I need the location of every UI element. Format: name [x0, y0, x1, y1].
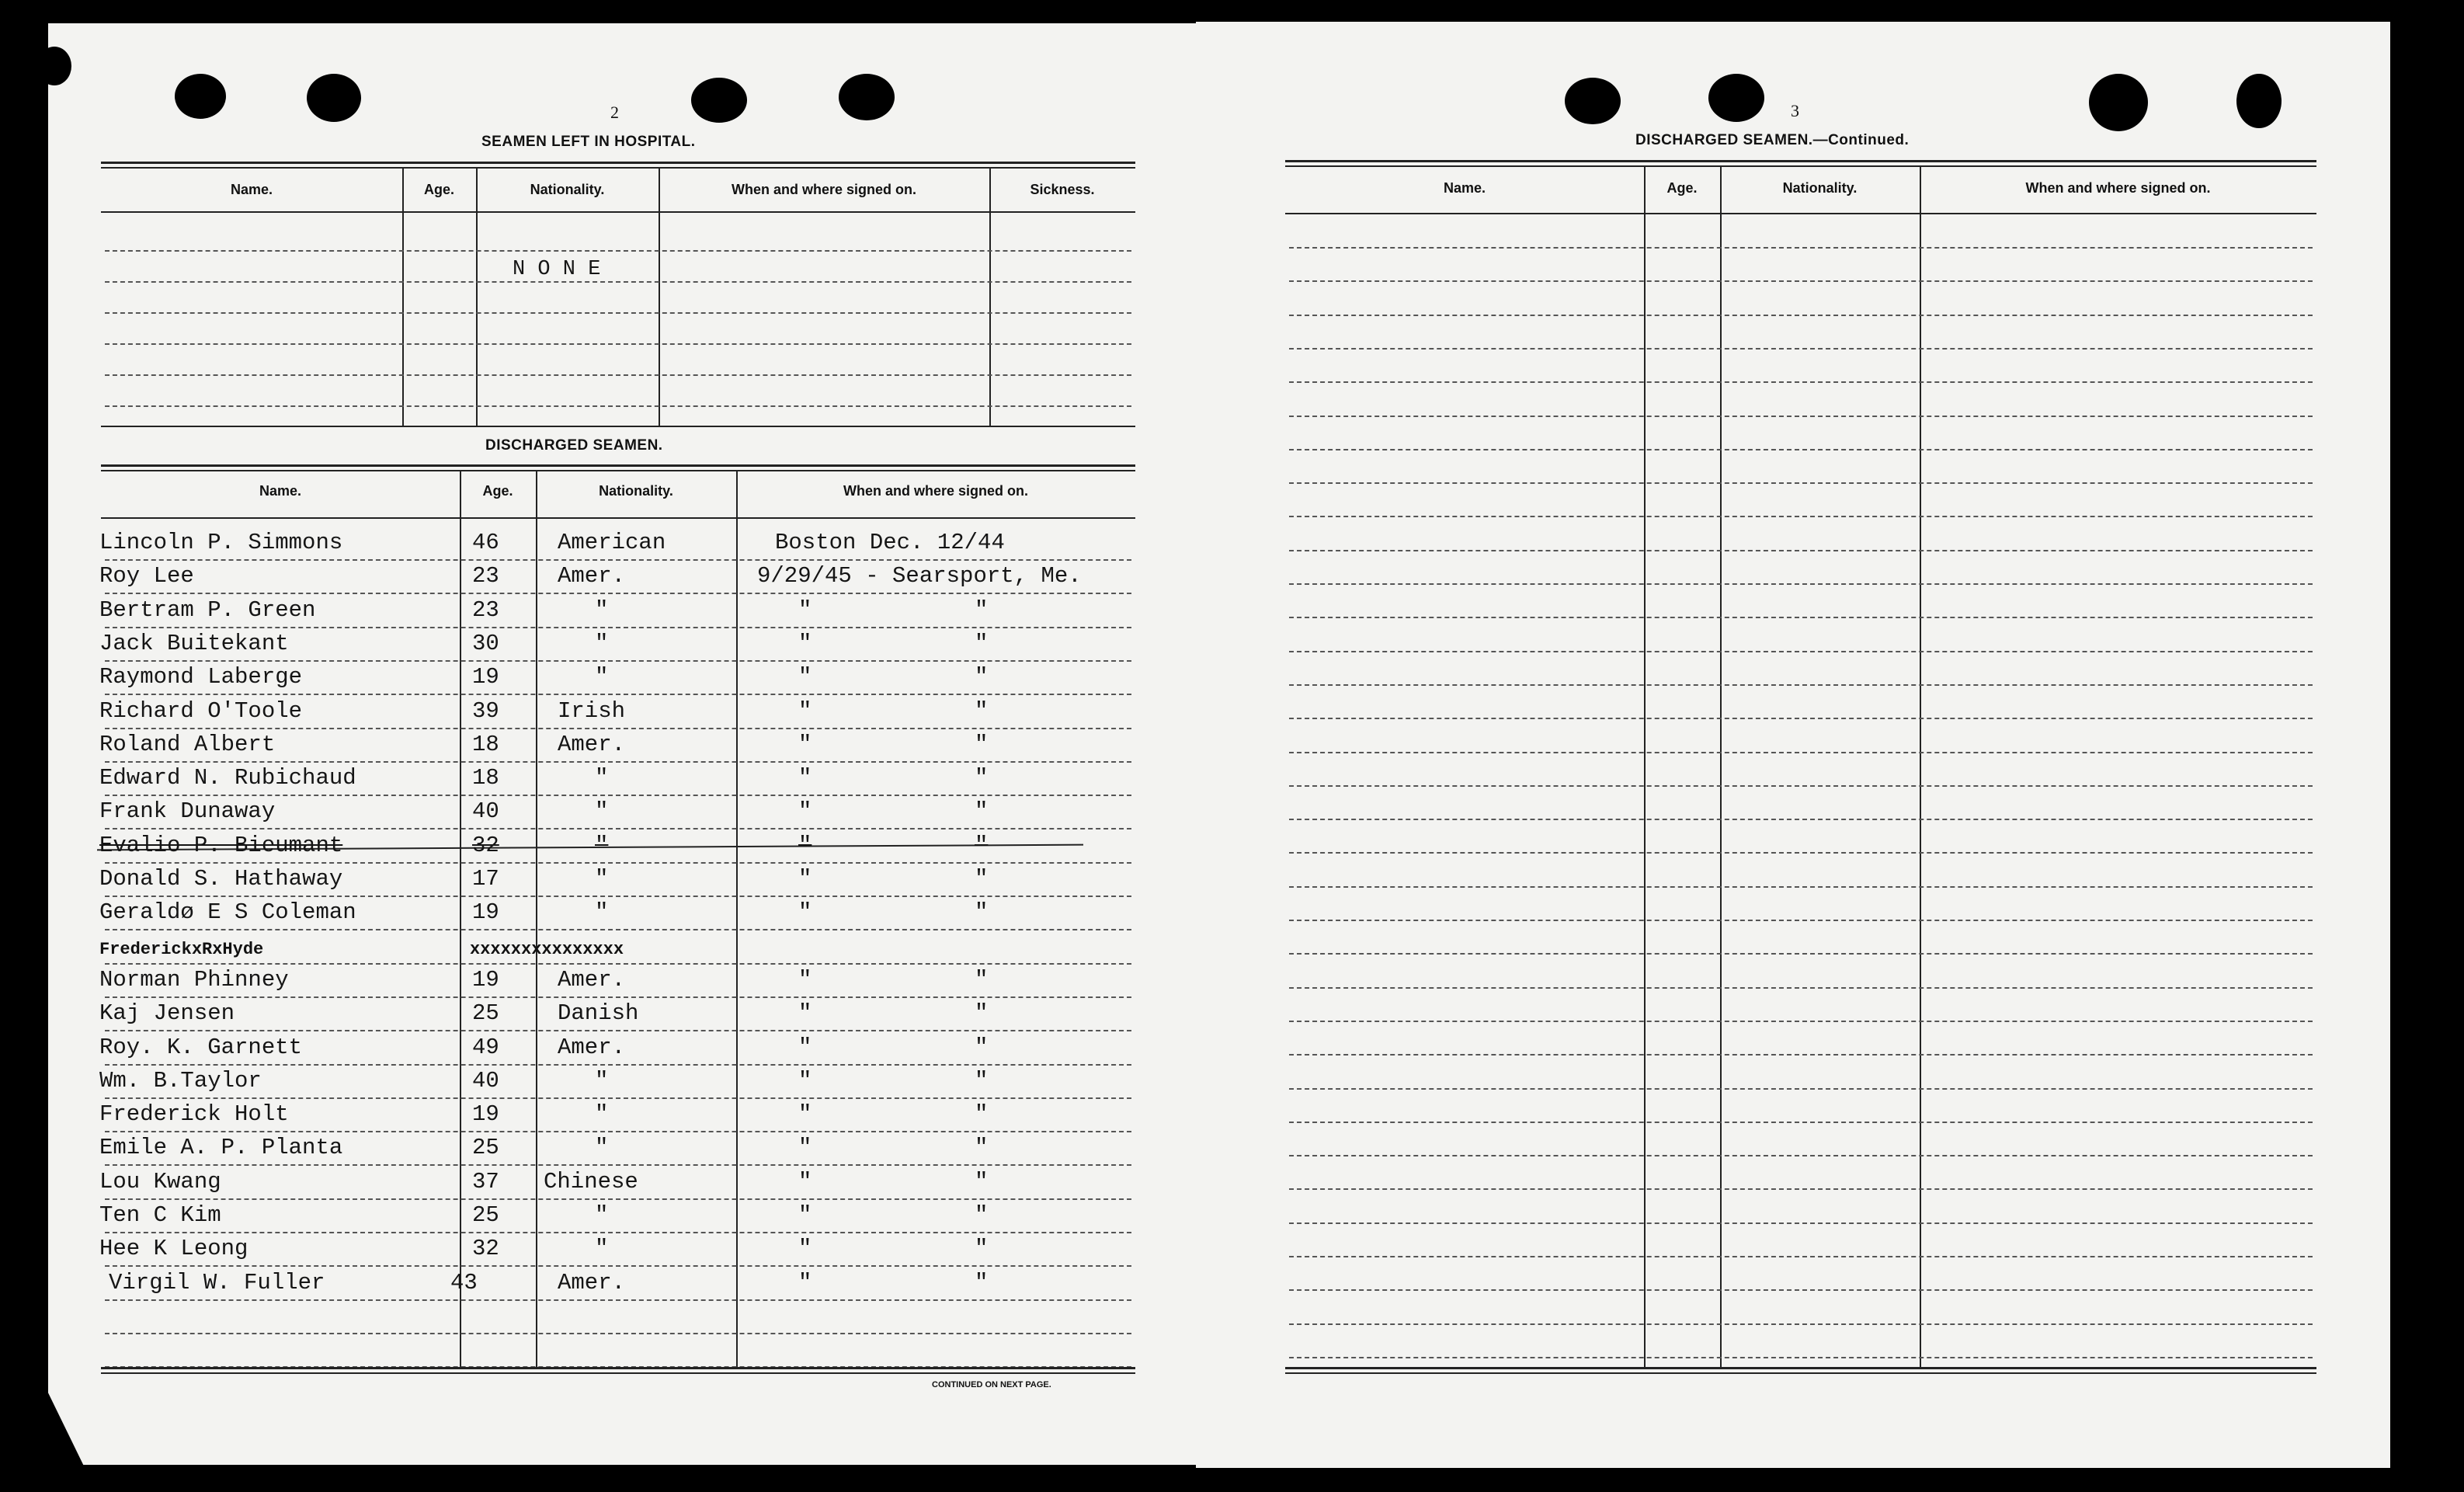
seaman-name: Roland Albert: [99, 731, 276, 757]
hospital-top-rule-2: [101, 167, 1135, 169]
seaman-nationality: ": [595, 1135, 609, 1161]
seaman-age: 19: [472, 1101, 499, 1128]
signed-on-ditto: ": [798, 866, 812, 892]
discharged-row-line: [105, 1164, 1131, 1166]
discharged-row-line: [105, 660, 1131, 662]
xed-out-rest: xxxxxxxxxxxxxxx: [470, 939, 624, 959]
seaman-nationality: Amer.: [558, 966, 626, 993]
signed-on-ditto: ": [798, 731, 812, 757]
signed-on-ditto: ": [798, 966, 812, 993]
continued-blank-line: [1289, 516, 2313, 517]
seaman-age: 18: [472, 731, 499, 757]
discharged-row-line: [105, 795, 1131, 796]
seaman-name: Geraldø E S Coleman: [99, 899, 356, 926]
discharged-row-line: [105, 996, 1131, 998]
continued-column-header: Nationality.: [1782, 180, 1858, 196]
continued-blank-line: [1289, 953, 2313, 955]
seaman-nationality: Danish: [558, 1000, 639, 1027]
discharged-row-line: [105, 1131, 1131, 1132]
punch-hole: [1565, 78, 1621, 124]
discharged-bottom-rule: [101, 1367, 1135, 1369]
discharged-column-header: Nationality.: [599, 483, 673, 499]
signed-on-ditto: ": [798, 630, 812, 656]
punch-hole: [691, 78, 747, 123]
punch-hole: [2236, 74, 2282, 128]
continued-blank-line: [1289, 886, 2313, 888]
right-bottom-rule-2: [1285, 1372, 2316, 1374]
hospital-column-rule: [402, 167, 404, 426]
continued-footer: CONTINUED ON NEXT PAGE.: [932, 1380, 1051, 1389]
signed-on-ditto: ": [975, 1202, 989, 1228]
continued-blank-line: [1289, 617, 2313, 618]
hospital-column-rule: [989, 167, 991, 426]
discharged-top-rule-2: [101, 470, 1135, 471]
signed-on-ditto: ": [798, 1269, 812, 1296]
seaman-nationality: ": [595, 596, 609, 623]
seaman-name: Norman Phinney: [99, 966, 289, 993]
signed-on-ditto: ": [798, 697, 812, 724]
continued-column-header: Name.: [1443, 180, 1486, 196]
continued-blank-line: [1289, 1222, 2313, 1224]
hospital-blank-line: [105, 312, 1131, 314]
right-top-rule: [1285, 160, 2316, 162]
continued-column-rule: [1644, 165, 1646, 1367]
seaman-age: 23: [472, 596, 499, 623]
seaman-name: Virgil W. Fuller: [109, 1269, 325, 1296]
signed-on-ditto: ": [798, 765, 812, 791]
seaman-nationality: ": [595, 832, 609, 858]
continued-blank-line: [1289, 1122, 2313, 1123]
right-bottom-rule: [1285, 1367, 2316, 1369]
discharged-top-rule: [101, 464, 1135, 467]
hospital-column-header: When and where signed on.: [731, 182, 917, 197]
seaman-nationality: Irish: [558, 697, 626, 724]
discharged-row-line: [105, 1265, 1131, 1267]
page-number: 3: [1791, 101, 1799, 120]
continued-blank-line: [1289, 1289, 2313, 1291]
seaman-name: Frederick Holt: [99, 1101, 289, 1128]
seaman-nationality: Amer.: [558, 1034, 626, 1060]
discharged-row-line: [105, 1064, 1131, 1066]
seaman-nationality: ": [595, 899, 609, 926]
discharged-row-line: [105, 1097, 1131, 1099]
signed-on-ditto: ": [975, 596, 989, 623]
seaman-age: 19: [472, 899, 499, 926]
seaman-age: 25: [472, 1135, 499, 1161]
signed-on-ditto: ": [975, 765, 989, 791]
discharged-row-line: [105, 761, 1131, 763]
seaman-age: 49: [472, 1034, 499, 1060]
signed-on-ditto: ": [798, 664, 812, 690]
hospital-bottom-rule: [101, 426, 1135, 427]
discharged-row-line: [105, 896, 1131, 897]
continued-blank-line: [1289, 315, 2313, 316]
signed-on-ditto: ": [975, 1236, 989, 1262]
signed-on-ditto: ": [798, 899, 812, 926]
seaman-nationality: Amer.: [558, 731, 626, 757]
seaman-nationality: ": [595, 664, 609, 690]
discharged-row-line: [105, 728, 1131, 729]
continued-blank-line: [1289, 785, 2313, 787]
seaman-age: 32: [472, 832, 499, 858]
seaman-age: 17: [472, 866, 499, 892]
continued-blank-line: [1289, 852, 2313, 854]
punch-hole: [1708, 74, 1764, 122]
continued-blank-line: [1289, 247, 2313, 249]
right-top-rule-2: [1285, 165, 2316, 167]
hospital-column-rule: [659, 167, 660, 426]
signed-on-ditto: ": [975, 731, 989, 757]
hospital-blank-line: [105, 250, 1131, 252]
discharged-row-line: [105, 694, 1131, 695]
continued-blank-line: [1289, 684, 2313, 686]
seaman-name: Evalio P. Bieumant: [99, 832, 343, 858]
discharged-row-line: [105, 1232, 1131, 1233]
seaman-name: Donald S. Hathaway: [99, 866, 343, 892]
continued-blank-line: [1289, 819, 2313, 820]
signed-on-ditto: ": [798, 1034, 812, 1060]
signed-on-ditto: ": [975, 899, 989, 926]
continued-blank-line: [1289, 1256, 2313, 1257]
signed-on-ditto: ": [975, 798, 989, 825]
continued-blank-line: [1289, 1155, 2313, 1156]
signed-on-ditto: ": [798, 1202, 812, 1228]
continued-blank-line: [1289, 1323, 2313, 1325]
seaman-nationality: Chinese: [544, 1168, 638, 1195]
continued-column-rule: [1720, 165, 1722, 1367]
hospital-blank-line: [105, 343, 1131, 345]
signed-on-ditto: ": [798, 1067, 812, 1094]
hospital-header-rule: [101, 211, 1135, 213]
signed-on-entry: Boston Dec. 12/44: [775, 530, 1005, 555]
signed-on-ditto: ": [798, 832, 812, 858]
continued-blank-line: [1289, 550, 2313, 551]
seaman-name: Roy. K. Garnett: [99, 1034, 303, 1060]
signed-on-ditto: ": [975, 630, 989, 656]
continued-blank-line: [1289, 1054, 2313, 1056]
signed-on-entry: 9/29/45 - Searsport, Me.: [757, 563, 1082, 589]
signed-on-ditto: ": [975, 1135, 989, 1161]
punch-hole: [307, 74, 361, 122]
xed-out-name: FrederickxRxHyde: [99, 939, 264, 959]
seaman-name: Emile A. P. Planta: [99, 1135, 343, 1161]
discharged-column-header: When and where signed on.: [843, 483, 1029, 499]
signed-on-ditto: ": [798, 1168, 812, 1195]
discharged-column-header: Name.: [259, 483, 302, 499]
signed-on-ditto: ": [975, 697, 989, 724]
punch-hole: [839, 74, 895, 120]
continued-header-rule: [1285, 213, 2316, 214]
continued-blank-line: [1289, 583, 2313, 585]
hospital-heading: SEAMEN LEFT IN HOSPITAL.: [481, 134, 696, 150]
signed-on-ditto: ": [798, 798, 812, 825]
seaman-nationality: Amer.: [558, 1269, 626, 1296]
seaman-name: Lincoln P. Simmons: [99, 530, 343, 555]
continued-blank-line: [1289, 1021, 2313, 1022]
continued-heading: DISCHARGED SEAMEN.—Continued.: [1635, 132, 1910, 148]
continued-blank-line: [1289, 449, 2313, 450]
continued-blank-line: [1289, 1357, 2313, 1358]
seaman-nationality: Amer.: [558, 563, 626, 589]
punch-hole: [175, 74, 226, 119]
seaman-name: Hee K Leong: [99, 1236, 248, 1262]
signed-on-ditto: ": [975, 966, 989, 993]
page-number: 2: [610, 103, 619, 122]
signed-on-ditto: ": [798, 596, 812, 623]
signed-on-ditto: ": [975, 1269, 989, 1296]
seaman-age: 32: [472, 1236, 499, 1262]
seaman-name: Jack Buitekant: [99, 630, 289, 656]
continued-column-header: Age.: [1666, 180, 1698, 196]
discharged-row-line: [105, 559, 1131, 561]
signed-on-ditto: ": [975, 1000, 989, 1027]
continued-blank-line: [1289, 280, 2313, 282]
discharged-row-line: [105, 593, 1131, 594]
seaman-nationality: ": [595, 630, 609, 656]
signed-on-ditto: ": [975, 866, 989, 892]
hospital-column-header: Nationality.: [530, 182, 605, 197]
seaman-age: 25: [472, 1000, 499, 1027]
seaman-name: Edward N. Rubichaud: [99, 765, 356, 791]
seaman-nationality: ": [595, 1101, 609, 1128]
continued-column-header: When and where signed on.: [2025, 180, 2211, 196]
punch-hole: [2089, 74, 2148, 131]
right-page: [1196, 22, 2390, 1468]
hospital-column-header: Sickness.: [1030, 182, 1095, 197]
signed-on-ditto: ": [798, 1000, 812, 1027]
discharged-bottom-rule-2: [101, 1372, 1135, 1374]
seaman-name: Ten C Kim: [99, 1202, 221, 1228]
continued-blank-line: [1289, 482, 2313, 484]
seaman-nationality: ": [595, 798, 609, 825]
seaman-name: Wm. B.Taylor: [99, 1067, 262, 1094]
discharged-heading: DISCHARGED SEAMEN.: [485, 437, 663, 454]
corner-tear: [37, 47, 71, 85]
signed-on-ditto: ": [975, 664, 989, 690]
seaman-age: 19: [472, 966, 499, 993]
discharged-row-line: [105, 627, 1131, 628]
signed-on-ditto: ": [798, 1101, 812, 1128]
seaman-age: 46: [472, 530, 499, 555]
continued-blank-line: [1289, 752, 2313, 753]
seaman-name: Roy Lee: [99, 563, 194, 589]
continued-blank-line: [1289, 718, 2313, 719]
seaman-nationality: ": [595, 765, 609, 791]
seaman-nationality: ": [595, 1236, 609, 1262]
continued-blank-line: [1289, 1088, 2313, 1090]
hospital-none-entry: N O N E: [513, 258, 601, 281]
seaman-age: 23: [472, 563, 499, 589]
signed-on-ditto: ": [975, 1067, 989, 1094]
seaman-name: Frank Dunaway: [99, 798, 276, 825]
seaman-nationality: ": [595, 1067, 609, 1094]
discharged-row-line: [105, 929, 1131, 930]
signed-on-ditto: ": [975, 832, 989, 858]
signed-on-ditto: ": [975, 1101, 989, 1128]
seaman-name: Kaj Jensen: [99, 1000, 235, 1027]
continued-column-rule: [1920, 165, 1921, 1367]
discharged-row-line: [105, 862, 1131, 864]
seaman-age: 19: [472, 664, 499, 690]
continued-blank-line: [1289, 987, 2313, 989]
seaman-name: Bertram P. Green: [99, 596, 316, 623]
seaman-nationality: American: [558, 530, 666, 555]
signed-on-ditto: ": [975, 1034, 989, 1060]
seaman-age: 25: [472, 1202, 499, 1228]
continued-blank-line: [1289, 416, 2313, 417]
seaman-age: 40: [472, 1067, 499, 1094]
seaman-name: Richard O'Toole: [99, 697, 303, 724]
hospital-column-rule: [476, 167, 478, 426]
discharged-row-line: [105, 828, 1131, 829]
seaman-nationality: ": [595, 866, 609, 892]
seaman-age: 39: [472, 697, 499, 724]
signed-on-ditto: ": [975, 1168, 989, 1195]
signed-on-ditto: ": [798, 1135, 812, 1161]
seaman-age: 37: [472, 1168, 499, 1195]
continued-blank-line: [1289, 1188, 2313, 1190]
seaman-age: 43: [450, 1269, 478, 1296]
continued-blank-line: [1289, 651, 2313, 652]
seaman-age: 30: [472, 630, 499, 656]
discharged-column-header: Age.: [482, 483, 513, 499]
continued-blank-line: [1289, 348, 2313, 350]
discharged-row-line: [105, 1299, 1131, 1301]
discharged-row-line: [105, 963, 1131, 965]
hospital-blank-line: [105, 405, 1131, 407]
continued-blank-line: [1289, 381, 2313, 383]
seaman-name: Raymond Laberge: [99, 664, 303, 690]
hospital-top-rule: [101, 162, 1135, 164]
seaman-age: 18: [472, 765, 499, 791]
discharged-header-rule: [101, 517, 1135, 519]
seaman-nationality: ": [595, 1202, 609, 1228]
discharged-blank-line: [105, 1333, 1131, 1334]
continued-blank-line: [1289, 920, 2313, 921]
discharged-row-line: [105, 1030, 1131, 1031]
hospital-blank-line: [105, 281, 1131, 283]
signed-on-ditto: ": [798, 1236, 812, 1262]
seaman-name: Lou Kwang: [99, 1168, 221, 1195]
discharged-row-line: [105, 1198, 1131, 1200]
hospital-blank-line: [105, 374, 1131, 376]
hospital-column-header: Age.: [423, 182, 454, 197]
seaman-age: 40: [472, 798, 499, 825]
hospital-column-header: Name.: [230, 182, 273, 197]
